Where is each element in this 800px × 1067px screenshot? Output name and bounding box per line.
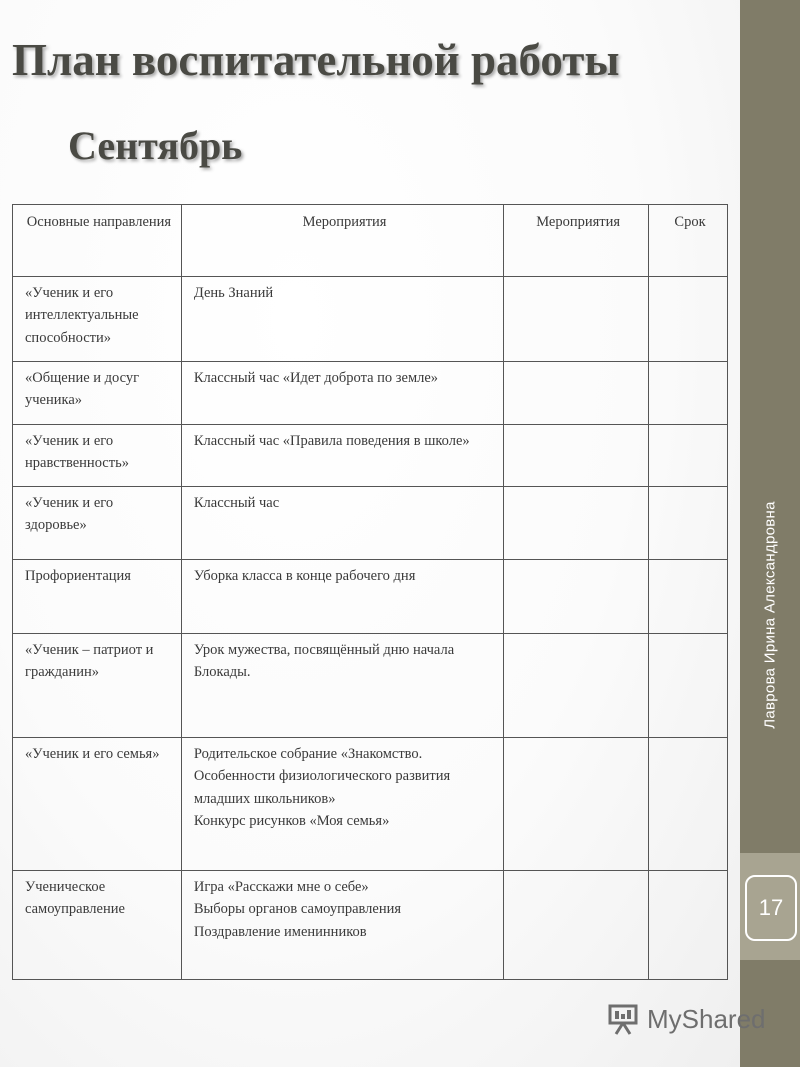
deadline-cell [649,871,728,980]
table-row [13,362,728,425]
page-number-badge [745,875,797,941]
myshared-watermark [607,1003,766,1035]
event-extra-cell [504,634,649,738]
header-cell: Мероприятия [181,205,503,277]
table-row [13,634,728,738]
event-extra-cell [504,487,649,560]
plan-table [12,204,728,980]
month-heading: Сентябрь [68,123,243,168]
event-cell: Классный час [181,487,503,560]
direction-cell: «Ученик и его интеллектуальные способности» [13,277,182,362]
direction-cell: «Ученик и его нравственность» [13,425,182,487]
table-row [13,425,728,487]
table-row [13,871,728,980]
header-cell: Срок [649,205,728,277]
table-row [13,560,728,634]
deadline-cell [649,560,728,634]
event-extra-cell [504,425,649,487]
deadline-cell [649,425,728,487]
event-cell: Классный час «Идет доброта по земле» [181,362,503,425]
event-cell: Игра «Расскажи мне о себе» Выборы органов самоуправления Поздравление именинников [181,871,503,980]
author-name: Лаврова Ирина Александровна [761,501,779,729]
event-cell: День Знаний [181,277,503,362]
table-row [13,738,728,871]
event-cell: Родительское собрание «Знакомство. Особенности физиологического развития младших школьников» Конкурс рисунков «Моя семья» [181,738,503,871]
table-header-row [13,205,728,277]
page-title: План воспитательной работы [12,35,620,85]
direction-cell: Профориентация [13,560,182,634]
event-extra-cell [504,277,649,362]
presentation-board-icon [607,1003,641,1035]
page-number: 17 [758,895,784,920]
direction-cell: «Общение и досуг ученика» [13,362,182,425]
header-cell: Основные направления [13,205,182,277]
event-extra-cell [504,738,649,871]
deadline-cell [649,487,728,560]
event-extra-cell [504,871,649,980]
direction-cell: «Ученик и его здоровье» [13,487,182,560]
deadline-cell [649,634,728,738]
deadline-cell [649,738,728,871]
table-row [13,487,728,560]
deadline-cell [649,277,728,362]
event-cell: Урок мужества, посвящённый дню начала Блокады. [181,634,503,738]
direction-cell: Ученическое самоуправление [13,871,182,980]
table-row [13,277,728,362]
deadline-cell [649,362,728,425]
event-extra-cell [504,362,649,425]
event-cell: Уборка класса в конце рабочего дня [181,560,503,634]
event-extra-cell [504,560,649,634]
direction-cell: «Ученик и его семья» [13,738,182,871]
header-cell: Мероприятия [504,205,649,277]
event-cell: Классный час «Правила поведения в школе» [181,425,503,487]
direction-cell: «Ученик – патриот и гражданин» [13,634,182,738]
watermark-text: MyShared [647,1003,766,1034]
